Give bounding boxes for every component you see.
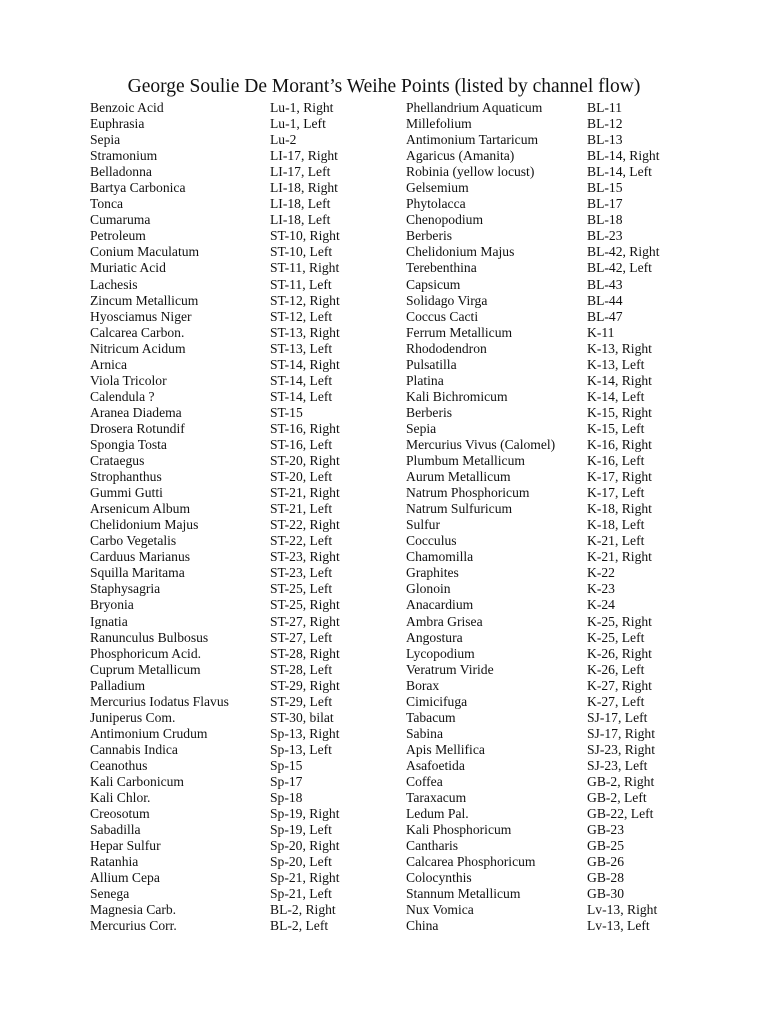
weihe-point: Sp-19, Right	[270, 806, 340, 822]
remedy-name: Cannabis Indica	[90, 741, 178, 757]
weihe-point: LI-18, Left	[270, 196, 331, 212]
remedy-name: Aurum Metallicum	[406, 469, 511, 485]
weihe-point: BL-42, Right	[587, 244, 660, 260]
remedy-name: Arnica	[90, 356, 127, 372]
weihe-point: K-13, Left	[587, 356, 645, 372]
remedy-name: Tonca	[90, 196, 124, 212]
weihe-point: GB-26	[587, 854, 625, 870]
remedy-name: Calendula ?	[90, 388, 155, 404]
remedy-name: Sabina	[406, 725, 443, 741]
remedy-name: Ferrum Metallicum	[406, 324, 513, 340]
remedy-name: Ratanhia	[90, 854, 139, 870]
remedy-name: Senega	[90, 886, 130, 902]
remedy-name: Ceanothus	[90, 757, 148, 773]
remedy-name: Carduus Marianus	[90, 549, 191, 565]
remedy-name: Phytolacca	[406, 196, 466, 212]
remedy-name: Stannum Metallicum	[406, 886, 521, 902]
weihe-point: ST-27, Left	[270, 629, 333, 645]
weihe-point: K-15, Left	[587, 420, 645, 436]
remedy-name: Chamomilla	[406, 549, 474, 565]
remedy-name: Cuprum Metallicum	[90, 661, 201, 677]
weihe-point: BL-43	[587, 276, 623, 292]
remedy-name: Mercurius Vivus (Calomel)	[406, 436, 556, 452]
weihe-point: BL-12	[587, 116, 623, 132]
remedy-name: Kali Carbonicum	[90, 773, 185, 789]
weihe-point: ST-11, Left	[270, 276, 332, 292]
weihe-point: Sp-17	[270, 773, 303, 789]
right-remedy-column	[406, 100, 555, 934]
weihe-point: ST-12, Left	[270, 308, 333, 324]
remedy-name: Ignatia	[90, 613, 128, 629]
weihe-point: K-26, Left	[587, 661, 645, 677]
remedy-name: Cantharis	[406, 838, 459, 854]
weihe-point: ST-30, bilat	[270, 709, 334, 725]
weihe-point: BL-15	[587, 180, 623, 196]
remedy-name: Berberis	[406, 404, 453, 420]
weihe-point: K-24	[587, 597, 615, 613]
remedy-name: Aranea Diadema	[90, 404, 182, 420]
remedy-name: Glonoin	[406, 581, 451, 597]
remedy-name: Ambra Grisea	[406, 613, 483, 629]
weihe-point: K-22	[587, 565, 615, 581]
remedy-name: Tabacum	[406, 709, 456, 725]
weihe-point: BL-2, Left	[270, 918, 329, 934]
weihe-point: ST-10, Left	[270, 244, 333, 260]
weihe-point: ST-21, Left	[270, 501, 333, 517]
weihe-point: LI-17, Left	[270, 164, 331, 180]
remedy-name: Euphrasia	[90, 116, 145, 132]
remedy-name: China	[406, 918, 439, 934]
remedy-name: Strophanthus	[90, 469, 162, 485]
weihe-point: ST-28, Left	[270, 661, 333, 677]
weihe-point: Sp-20, Left	[270, 854, 332, 870]
weihe-point: Lv-13, Left	[587, 918, 650, 934]
weihe-point: GB-22, Left	[587, 806, 654, 822]
weihe-point: K-11	[587, 324, 615, 340]
weihe-point: BL-42, Left	[587, 260, 652, 276]
weihe-point: K-13, Right	[587, 340, 652, 356]
remedy-name: Graphites	[406, 565, 459, 581]
remedy-name: Creosotum	[90, 806, 150, 822]
remedy-name: Pulsatilla	[406, 356, 457, 372]
remedy-name: Lycopodium	[406, 645, 475, 661]
weihe-point: K-27, Right	[587, 677, 652, 693]
weihe-point: K-14, Left	[587, 388, 645, 404]
weihe-point: BL-14, Left	[587, 164, 652, 180]
weihe-point: K-26, Right	[587, 645, 652, 661]
weihe-point: BL-11	[587, 100, 622, 115]
remedy-name: Borax	[406, 677, 440, 693]
remedy-name: Gelsemium	[406, 180, 469, 196]
remedy-name: Crataegus	[90, 453, 145, 469]
remedy-name: Cocculus	[406, 533, 457, 549]
remedy-name: Sabadilla	[90, 822, 141, 838]
remedy-name: Gummi Gutti	[90, 485, 163, 501]
remedy-name: Ledum Pal.	[406, 806, 469, 822]
remedy-name: Cimicifuga	[406, 693, 468, 709]
remedy-name: Hyosciamus Niger	[90, 308, 192, 324]
weihe-point: LI-18, Left	[270, 212, 331, 228]
remedy-name: Millefolium	[406, 116, 472, 132]
remedy-name: Cumaruma	[90, 212, 151, 228]
weihe-point: ST-16, Left	[270, 436, 333, 452]
weihe-point: ST-11, Right	[270, 260, 340, 276]
weihe-point: ST-14, Right	[270, 356, 340, 372]
remedy-name: Antimonium Crudum	[90, 725, 208, 741]
remedy-name: Asafoetida	[406, 757, 465, 773]
weihe-point: ST-20, Left	[270, 469, 333, 485]
weihe-point: Sp-13, Left	[270, 741, 332, 757]
remedy-name: Benzoic Acid	[90, 100, 164, 115]
remedy-name: Viola Tricolor	[90, 372, 167, 388]
remedy-name: Nux Vomica	[406, 902, 474, 918]
weihe-point: ST-23, Right	[270, 549, 340, 565]
weihe-point: ST-28, Right	[270, 645, 340, 661]
remedy-name: Lachesis	[90, 276, 138, 292]
remedy-name: Calcarea Carbon.	[90, 324, 185, 340]
weihe-point: BL-17	[587, 196, 623, 212]
weihe-point: GB-25	[587, 838, 625, 854]
remedy-name: Allium Cepa	[90, 870, 160, 886]
remedy-name: Natrum Sulfuricum	[406, 501, 513, 517]
remedy-name: Phosphoricum Acid.	[90, 645, 202, 661]
weihe-point: BL-23	[587, 228, 623, 244]
remedy-name: Staphysagria	[90, 581, 161, 597]
remedy-name: Veratrum Viride	[406, 661, 494, 677]
remedy-name: Sulfur	[406, 517, 440, 533]
weihe-point: ST-25, Right	[270, 597, 340, 613]
weihe-point: GB-2, Left	[587, 790, 647, 806]
remedy-name: Anacardium	[406, 597, 474, 613]
weihe-point: K-18, Right	[587, 501, 652, 517]
weihe-point: ST-15	[270, 404, 303, 420]
weihe-point: SJ-23, Left	[587, 757, 648, 773]
remedy-name: Sepia	[90, 132, 121, 148]
remedy-name: Berberis	[406, 228, 453, 244]
weihe-point: ST-29, Left	[270, 693, 333, 709]
weihe-point: ST-22, Right	[270, 517, 340, 533]
remedy-name: Hepar Sulfur	[90, 838, 161, 854]
weihe-point: ST-27, Right	[270, 613, 340, 629]
remedy-name: Arsenicum Album	[90, 501, 191, 517]
remedy-name: Terebenthina	[406, 260, 477, 276]
remedy-name: Calcarea Phosphoricum	[406, 854, 536, 870]
remedy-name: Zincum Metallicum	[90, 292, 199, 308]
remedy-name: Kali Bichromicum	[406, 388, 508, 404]
remedy-name: Muriatic Acid	[90, 260, 166, 276]
remedy-name: Rhododendron	[406, 340, 487, 356]
remedy-name: Ranunculus Bulbosus	[90, 629, 209, 645]
remedy-name: Solidago Virga	[406, 292, 488, 308]
remedy-name: Drosera Rotundif	[90, 420, 185, 436]
remedy-name: Taraxacum	[406, 790, 467, 806]
remedy-name: Phellandrium Aquaticum	[406, 100, 543, 115]
remedy-name: Petroleum	[90, 228, 146, 244]
weihe-point: Sp-15	[270, 757, 303, 773]
weihe-point: K-21, Left	[587, 533, 645, 549]
weihe-point: ST-12, Right	[270, 292, 340, 308]
weihe-point: GB-28	[587, 870, 625, 886]
weihe-point: K-23	[587, 581, 615, 597]
weihe-point: Lv-13, Right	[587, 902, 658, 918]
weihe-point: BL-47	[587, 308, 623, 324]
weihe-point: K-21, Right	[587, 549, 652, 565]
weihe-point: Lu-2	[270, 132, 297, 148]
weihe-point: SJ-17, Right	[587, 725, 655, 741]
remedy-name: Robinia (yellow locust)	[406, 164, 535, 180]
weihe-point: ST-13, Left	[270, 340, 333, 356]
weihe-point: Sp-20, Right	[270, 838, 340, 854]
weihe-point: K-15, Right	[587, 404, 652, 420]
weihe-point: BL-18	[587, 212, 623, 228]
weihe-point: SJ-17, Left	[587, 709, 648, 725]
weihe-point: ST-16, Right	[270, 420, 340, 436]
left-point-column	[270, 100, 340, 934]
remedy-name: Chelidonium Majus	[406, 244, 515, 260]
weihe-point: BL-13	[587, 132, 623, 148]
weihe-point: Sp-13, Right	[270, 725, 340, 741]
weihe-point: LI-17, Right	[270, 148, 338, 164]
remedy-name: Kali Phosphoricum	[406, 822, 512, 838]
weihe-point: K-17, Left	[587, 485, 645, 501]
weihe-point: K-25, Right	[587, 613, 652, 629]
remedy-name: Nitricum Acidum	[90, 340, 186, 356]
weihe-point: K-16, Left	[587, 453, 645, 469]
remedy-name: Coffea	[406, 773, 443, 789]
weihe-point: GB-2, Right	[587, 773, 655, 789]
remedy-name: Capsicum	[406, 276, 461, 292]
remedy-name: Platina	[406, 372, 444, 388]
weihe-point: Lu-1, Right	[270, 100, 334, 115]
remedy-name: Bartya Carbonica	[90, 180, 186, 196]
weihe-point: BL-2, Right	[270, 902, 336, 918]
remedy-name: Squilla Maritama	[90, 565, 185, 581]
weihe-point: BL-14, Right	[587, 148, 660, 164]
remedy-name: Mercurius Iodatus Flavus	[90, 693, 229, 709]
page-title: George Soulie De Morant’s Weihe Points (listed by channel flow)	[127, 76, 641, 97]
weihe-point: ST-29, Right	[270, 677, 340, 693]
weihe-point: K-16, Right	[587, 436, 652, 452]
weihe-point: ST-10, Right	[270, 228, 340, 244]
weihe-point: K-18, Left	[587, 517, 645, 533]
weihe-point: ST-22, Left	[270, 533, 333, 549]
remedy-name: Apis Mellifica	[406, 741, 485, 757]
remedy-name: Carbo Vegetalis	[90, 533, 177, 549]
remedy-name: Natrum Phosphoricum	[406, 485, 530, 501]
weihe-point: K-17, Right	[587, 469, 652, 485]
right-point-column	[587, 100, 660, 934]
remedy-name: Sepia	[406, 420, 437, 436]
remedy-name: Spongia Tosta	[90, 436, 167, 452]
remedy-name: Coccus Cacti	[406, 308, 479, 324]
remedy-name: Plumbum Metallicum	[406, 453, 525, 469]
weihe-point: SJ-23, Right	[587, 741, 655, 757]
weihe-point: K-14, Right	[587, 372, 652, 388]
remedy-name: Chenopodium	[406, 212, 484, 228]
weihe-point: ST-21, Right	[270, 485, 340, 501]
weihe-point: ST-14, Left	[270, 372, 333, 388]
remedy-name: Angostura	[406, 629, 463, 645]
remedy-name: Juniperus Com.	[90, 709, 176, 725]
weihe-point: ST-25, Left	[270, 581, 333, 597]
remedy-name: Palladium	[90, 677, 146, 693]
weihe-point: BL-44	[587, 292, 623, 308]
remedy-name: Agaricus (Amanita)	[406, 148, 515, 164]
remedy-name: Bryonia	[90, 597, 134, 613]
left-remedy-column	[90, 100, 229, 934]
weihe-point: GB-23	[587, 822, 625, 838]
remedy-name: Belladonna	[90, 164, 152, 180]
remedy-name: Stramonium	[90, 148, 158, 164]
remedy-name: Antimonium Tartaricum	[406, 132, 539, 148]
weihe-point: LI-18, Right	[270, 180, 338, 196]
weihe-point: K-25, Left	[587, 629, 645, 645]
weihe-point: Sp-21, Left	[270, 886, 332, 902]
weihe-point: ST-13, Right	[270, 324, 340, 340]
weihe-point: ST-23, Left	[270, 565, 333, 581]
remedy-name: Colocynthis	[406, 870, 472, 886]
weihe-point: Lu-1, Left	[270, 116, 326, 132]
weihe-point: ST-14, Left	[270, 388, 333, 404]
remedy-name: Magnesia Carb.	[90, 902, 177, 918]
weihe-point: GB-30	[587, 886, 625, 902]
remedy-name: Chelidonium Majus	[90, 517, 199, 533]
weihe-point: Sp-18	[270, 790, 303, 806]
weihe-point: ST-20, Right	[270, 453, 340, 469]
remedy-name: Mercurius Corr.	[90, 918, 177, 934]
weihe-point: Sp-21, Right	[270, 870, 340, 886]
weihe-point: Sp-19, Left	[270, 822, 332, 838]
remedy-name: Conium Maculatum	[90, 244, 200, 260]
remedy-name: Kali Chlor.	[90, 790, 151, 806]
weihe-point: K-27, Left	[587, 693, 645, 709]
